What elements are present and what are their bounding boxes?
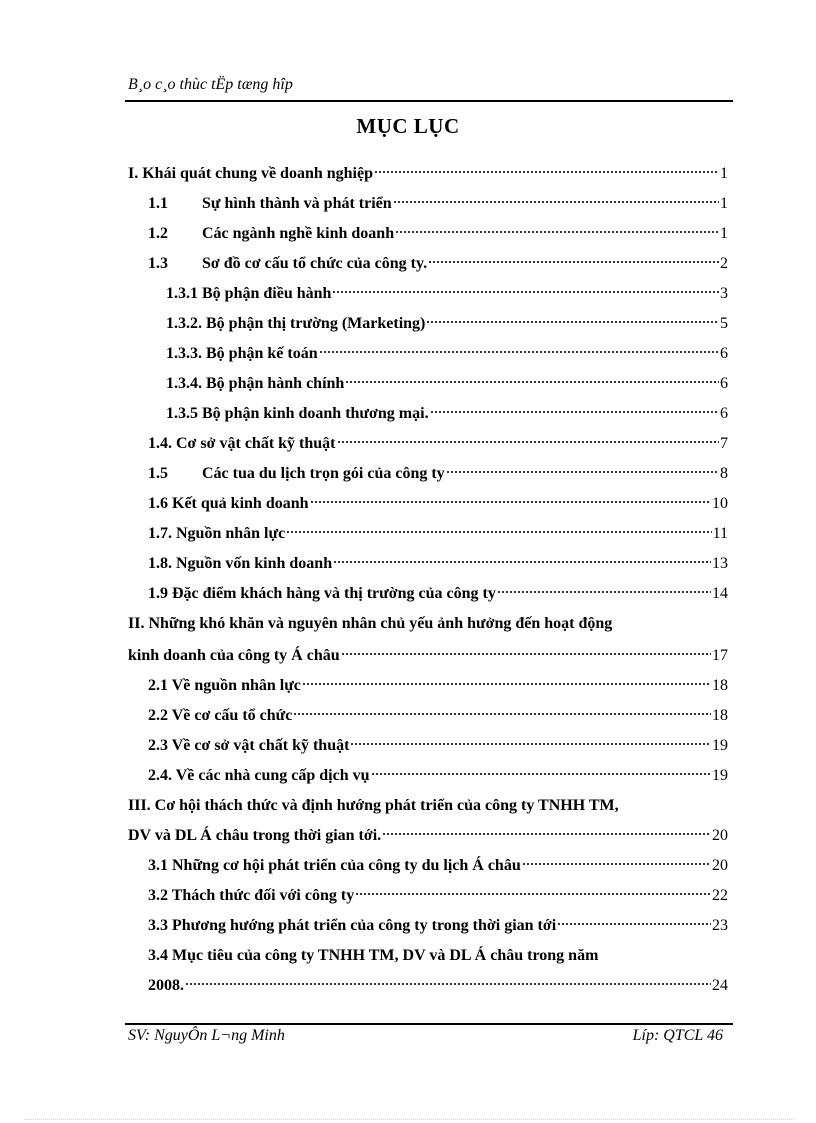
- toc-page-number: 2: [720, 255, 728, 272]
- toc-entry[interactable]: [148, 886, 728, 906]
- toc-entry-label: [166, 314, 425, 334]
- toc-page-number: 24: [712, 977, 728, 994]
- page-footer: [128, 1027, 723, 1045]
- toc-entry-label: [148, 916, 556, 936]
- page-title: MỤC LỤC: [356, 114, 460, 138]
- toc-entry-heading[interactable]: 3.4 Mục tiêu của công ty TNHH TM, DV và DL Á châu trong năm: [148, 947, 599, 964]
- toc-entry-heading[interactable]: III. Cơ hội thách thức và định hướng phát triển của công ty TNHH TM,: [128, 797, 619, 814]
- toc-leader-dots: [319, 350, 719, 354]
- toc-page-number: 1: [720, 225, 728, 242]
- toc-page-number: 19: [712, 737, 728, 754]
- toc-leader-dots: [428, 260, 719, 264]
- toc-entry[interactable]: [148, 434, 728, 454]
- toc-entry-text: kinh doanh của công ty Á châu: [128, 647, 340, 664]
- toc-leader-dots: [426, 320, 719, 324]
- toc-entry-label: [166, 284, 331, 304]
- toc-page-number: 18: [712, 677, 728, 694]
- toc-leader-dots: [302, 682, 711, 686]
- toc-entry-number: 1.1: [148, 195, 168, 212]
- running-header: B¸o c¸o thùc tËp tæng hîp: [128, 76, 293, 93]
- toc-entry-text: 1.3.3. Bộ phận kế toán: [166, 345, 318, 362]
- toc-leader-dots: [371, 772, 711, 776]
- toc-page-number: 11: [712, 525, 728, 542]
- toc-entry-label: [128, 164, 373, 184]
- toc-leader-dots: [522, 862, 711, 866]
- toc-leader-dots: [286, 530, 711, 534]
- toc-entry-text: 3.1 Những cơ hội phát triển của công ty du lịch Á châu: [148, 857, 521, 874]
- toc-entry[interactable]: [148, 224, 728, 244]
- toc-entry-text: Các ngành nghề kinh doanh: [202, 225, 395, 242]
- toc-entry-label: [148, 464, 445, 484]
- toc-page-number: 6: [720, 405, 728, 422]
- toc-leader-dots: [557, 922, 711, 926]
- toc-entry-text: 1.3.5 Bộ phận kinh doanh thương mại.: [166, 405, 429, 422]
- toc-page-number: 3: [720, 285, 728, 302]
- toc-page-number: 10: [712, 495, 728, 512]
- toc-entry-text: 3.2 Thách thức đối với công ty: [148, 887, 355, 904]
- toc-page-number: 22: [712, 887, 728, 904]
- toc-leader-dots: [332, 290, 719, 294]
- toc-entry-label: [148, 976, 184, 996]
- toc-leader-dots: [446, 470, 719, 474]
- toc-page-number: 13: [712, 555, 728, 572]
- toc-entry-text: 2.1 Về nguồn nhân lực: [148, 677, 301, 694]
- toc-page-number: 17: [712, 647, 728, 664]
- toc-entry-text: 2.3 Về cơ sở vật chất kỹ thuật: [148, 737, 350, 754]
- footer-student: SV: NguyÔn L¬ng Minh: [128, 1027, 285, 1044]
- header-rule: [125, 100, 733, 102]
- toc-leader-dots: [395, 230, 719, 234]
- toc-page-number: 6: [720, 345, 728, 362]
- toc-entry-label: [166, 374, 344, 394]
- toc-entry-text: 2.2 Về cơ cấu tổ chức: [148, 707, 293, 724]
- toc-leader-dots: [293, 712, 711, 716]
- toc-entry-number: 1.2: [148, 225, 168, 242]
- toc-entry[interactable]: [128, 646, 728, 666]
- toc-entry-label: [148, 254, 427, 274]
- toc-entry-text: 2008.: [148, 977, 184, 994]
- toc-entry[interactable]: [148, 976, 728, 996]
- toc-entry[interactable]: [166, 344, 728, 364]
- toc-page-number: 23: [712, 917, 728, 934]
- toc-entry-text: 1.8. Nguồn vốn kinh doanh: [148, 555, 333, 572]
- toc-entry-label: [148, 706, 292, 726]
- toc-page-number: 6: [720, 375, 728, 392]
- toc-entry-text: I. Khái quát chung về doanh nghiệp: [128, 165, 373, 182]
- toc-page-number: 1: [720, 165, 728, 182]
- toc-leader-dots: [355, 892, 711, 896]
- toc-entry[interactable]: [148, 736, 728, 756]
- toc-entry[interactable]: [128, 164, 728, 184]
- toc-leader-dots: [310, 500, 711, 504]
- toc-entry-text: 1.7. Nguồn nhân lực: [148, 525, 286, 542]
- toc-entry-text: 2.4. Về các nhà cung cấp dịch vụ: [148, 767, 370, 784]
- toc-entry[interactable]: [148, 464, 728, 484]
- toc-entry-text: 1.9 Đặc điểm khách hàng và thị trường của công ty: [148, 585, 496, 602]
- toc-leader-dots: [333, 560, 711, 564]
- toc-page-number: 8: [720, 465, 728, 482]
- toc-leader-dots: [345, 380, 719, 384]
- toc-entry[interactable]: [148, 916, 728, 936]
- toc-leader-dots: [337, 440, 719, 444]
- toc-entry-label: [148, 524, 285, 544]
- toc-leader-dots: [382, 832, 711, 836]
- toc-entry[interactable]: [148, 706, 728, 726]
- toc-entry-text: Các tua du lịch trọn gói của công ty: [202, 465, 445, 482]
- toc-page-number: 19: [712, 767, 728, 784]
- toc-entry[interactable]: [166, 374, 728, 394]
- toc-entry-label: [166, 344, 318, 364]
- toc-leader-dots: [374, 170, 719, 174]
- toc-entry-text: 1.6 Kết quả kinh doanh: [148, 495, 309, 512]
- toc-entry[interactable]: [166, 284, 728, 304]
- toc-entry[interactable]: [148, 554, 728, 574]
- toc-leader-dots: [497, 590, 711, 594]
- toc-entry-label: [148, 494, 309, 514]
- toc-entry-label: [148, 676, 301, 696]
- toc-entry[interactable]: [148, 524, 728, 544]
- toc-entry-number: 1.3: [148, 255, 168, 272]
- toc-entry[interactable]: [166, 314, 728, 334]
- toc-entry-label: [148, 856, 521, 876]
- toc-entry-label: [128, 646, 340, 666]
- toc-page-number: 1: [720, 195, 728, 212]
- toc-entry-label: [148, 224, 394, 244]
- toc-entry[interactable]: [148, 254, 728, 274]
- toc-entry[interactable]: [148, 856, 728, 876]
- toc-entry-label: [148, 584, 496, 604]
- toc-leader-dots: [430, 410, 719, 414]
- toc-entry[interactable]: [148, 676, 728, 696]
- toc-page-number: 18: [712, 707, 728, 724]
- toc-entry-text: 1.3.1 Bộ phận điều hành: [166, 285, 332, 302]
- toc-entry-text: DV và DL Á châu trong thời gian tới.: [128, 827, 382, 844]
- toc-entry-text: Sơ đồ cơ cấu tổ chức của công ty.: [202, 255, 428, 272]
- toc-entry[interactable]: [148, 766, 728, 786]
- footer-class: Líp: QTCL 46: [632, 1027, 723, 1044]
- toc-entry[interactable]: [166, 404, 728, 424]
- toc-leader-dots: [350, 742, 711, 746]
- toc-entry-label: [128, 826, 381, 846]
- toc-entry-label: [148, 736, 349, 756]
- toc-page-number: 20: [712, 857, 728, 874]
- toc-page-number: 14: [712, 585, 728, 602]
- toc-entry-text: 1.3.4. Bộ phận hành chính: [166, 375, 345, 392]
- toc-entry[interactable]: [148, 584, 728, 604]
- toc-page-number: 20: [712, 827, 728, 844]
- toc-entry-heading[interactable]: II. Những khó khăn và nguyên nhân chủ yếu ảnh hưởng đến hoạt động: [128, 615, 613, 632]
- toc-entry-label: [148, 194, 392, 214]
- toc-entry[interactable]: [148, 194, 728, 214]
- toc-entry-label: [148, 766, 370, 786]
- footer-rule: [125, 1023, 733, 1025]
- toc-page-number: 5: [720, 315, 728, 332]
- page-edge: [24, 1119, 794, 1120]
- toc-leader-dots: [341, 652, 711, 656]
- toc-leader-dots: [393, 200, 719, 204]
- toc-entry-number: 1.5: [148, 465, 168, 482]
- toc-page-number: 7: [720, 435, 728, 452]
- toc-entry-text: Sự hình thành và phát triển: [202, 195, 392, 212]
- toc-entry-text: 1.4. Cơ sở vật chất kỹ thuật: [148, 435, 336, 452]
- toc-entry-label: [148, 886, 354, 906]
- toc-leader-dots: [185, 982, 711, 986]
- toc-entry-text: 3.3 Phương hướng phát triển của công ty trong thời gian tới: [148, 917, 557, 934]
- toc-entry-text: 1.3.2. Bộ phận thị trường (Marketing): [166, 315, 426, 332]
- toc-entry-label: [166, 404, 429, 424]
- toc-entry-label: [148, 434, 336, 454]
- toc-entry-label: [148, 554, 332, 574]
- toc-entry[interactable]: [128, 826, 728, 846]
- toc-entry[interactable]: [148, 494, 728, 514]
